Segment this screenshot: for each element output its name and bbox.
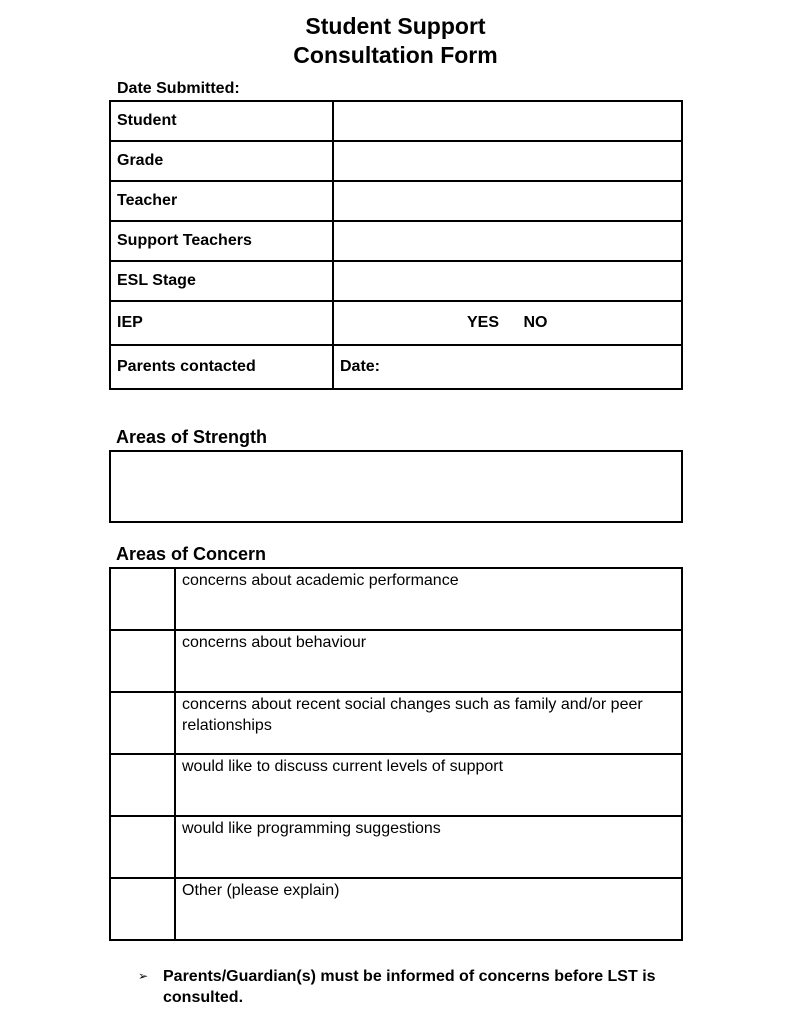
date-label: Date: — [340, 358, 381, 375]
iep-field — [333, 301, 682, 345]
grade-field[interactable] — [333, 141, 682, 181]
concern-checkbox[interactable] — [110, 692, 175, 754]
concern-row — [110, 878, 682, 940]
student-label: Student — [110, 101, 333, 141]
concern-checkbox[interactable] — [110, 754, 175, 816]
concern-text: would like programming suggestions — [175, 816, 682, 878]
concern-checkbox[interactable] — [110, 816, 175, 878]
iep-row — [110, 301, 682, 345]
concern-text: concerns about behaviour — [175, 630, 682, 692]
student-info-table — [109, 100, 683, 390]
strength-text-area[interactable] — [109, 450, 683, 523]
concern-table — [109, 567, 683, 941]
strength-heading: Areas of Strength — [116, 427, 268, 447]
concern-row — [110, 754, 682, 816]
iep-label: IEP — [110, 301, 333, 345]
concern-text: concerns about academic performance — [175, 568, 682, 630]
iep-no-option[interactable]: NO — [523, 314, 548, 331]
concern-row — [110, 692, 682, 754]
iep-yes-option[interactable]: YES — [467, 314, 500, 331]
concern-checkbox[interactable] — [110, 878, 175, 940]
concern-text: would like to discuss current levels of support — [175, 754, 682, 816]
teacher-field[interactable] — [333, 181, 682, 221]
student-field[interactable] — [333, 101, 682, 141]
grade-row — [110, 141, 682, 181]
student-row — [110, 101, 682, 141]
parents-contacted-row — [110, 345, 682, 389]
concern-text: concerns about recent social changes such as family and/or peer relationships — [175, 692, 682, 754]
arrow-bullet-icon: ➢ — [138, 969, 149, 983]
teacher-row — [110, 181, 682, 221]
concern-heading: Areas of Concern — [116, 544, 267, 564]
parents-contacted-label: Parents contacted — [110, 345, 333, 389]
parents-contacted-date-field[interactable] — [333, 345, 682, 389]
form-title-line2: Consultation Form — [293, 42, 498, 68]
parent-notice-text: Parents/Guardian(s) must be informed of concerns before LST is consulted. — [163, 968, 656, 1006]
date-submitted-label: Date Submitted: — [117, 80, 240, 97]
support-teachers-label: Support Teachers — [110, 221, 333, 261]
support-teachers-field[interactable] — [333, 221, 682, 261]
concern-row — [110, 568, 682, 630]
concern-row — [110, 816, 682, 878]
esl-stage-row — [110, 261, 682, 301]
teacher-label: Teacher — [110, 181, 333, 221]
esl-stage-field[interactable] — [333, 261, 682, 301]
form-title-line1: Student Support — [305, 13, 486, 39]
parent-notice — [138, 966, 698, 1008]
grade-label: Grade — [110, 141, 333, 181]
esl-stage-label: ESL Stage — [110, 261, 333, 301]
concern-checkbox[interactable] — [110, 630, 175, 692]
concern-checkbox[interactable] — [110, 568, 175, 630]
support-teachers-row — [110, 221, 682, 261]
concern-text: Other (please explain) — [175, 878, 682, 940]
form-title — [0, 12, 791, 70]
concern-row — [110, 630, 682, 692]
